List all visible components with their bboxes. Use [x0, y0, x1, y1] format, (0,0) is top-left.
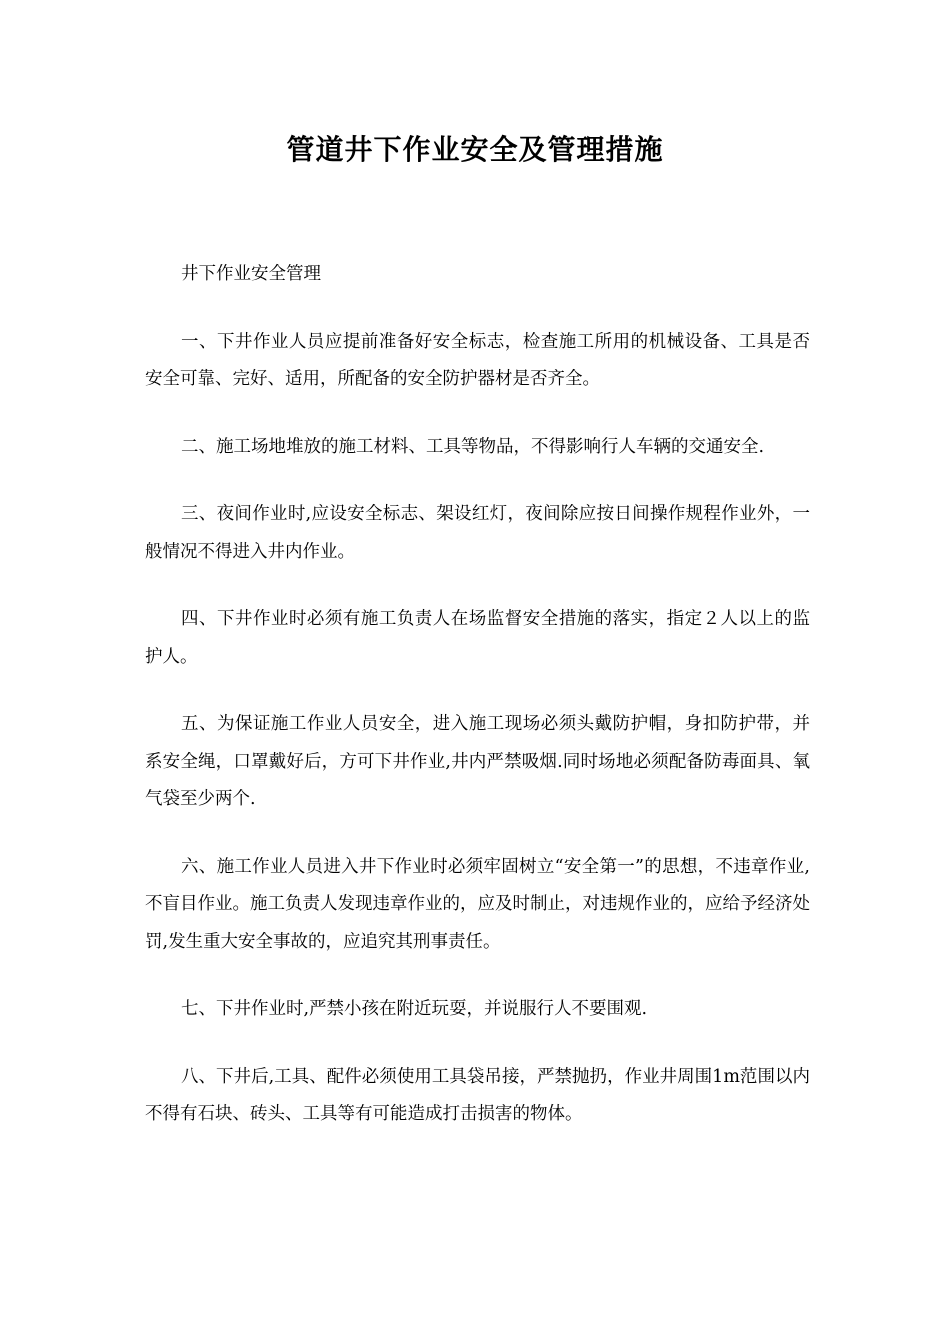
- paragraph-item-6: 六、施工作业人员进入井下作业时必须牢固树立“安全第一”的思想，不违章作业,不盲目作业。施工负责人发现违章作业的，应及时制止，对违规作业的，应给予经济处罚,发生重大安全事故的，应追究其刑事责任。: [145, 856, 810, 952]
- paragraph-item-4: 四、下井作业时必须有施工负责人在场监督安全措施的落实，指定２人以上的监护人。: [145, 609, 810, 667]
- paragraph-item-5: 五、为保证施工作业人员安全，进入施工现场必须头戴防护帽，身扣防护带，并系安全绳，口罩戴好后，方可下井作业,井内严禁吸烟.同时场地必须配备防毒面具、氧气袋至少两个.: [145, 714, 810, 809]
- document-body: [145, 256, 810, 1164]
- paragraph-item-7: 七、下井作业时,严禁小孩在附近玩耍，并说服行人不要围观.: [181, 999, 648, 1019]
- document-title: 管道井下作业安全及管理措施: [286, 133, 664, 166]
- paragraph-item-3: 三、夜间作业时,应设安全标志、架设红灯，夜间除应按日间操作规程作业外，一般情况不得进入井内作业。: [145, 504, 810, 562]
- paragraph-item-1: 一、下井作业人员应提前准备好安全标志，检查施工所用的机械设备、工具是否安全可靠、完好、适用，所配备的安全防护器材是否齐全。: [145, 331, 810, 389]
- section-heading: 井下作业安全管理: [181, 264, 321, 284]
- paragraph-item-8: 八、下井后,工具、配件必须使用工具袋吊接，严禁抛扔，作业井周围1m范围以内不得有石块、砖头、工具等有可能造成打击损害的物体。: [145, 1066, 810, 1124]
- paragraph-item-2: 二、施工场地堆放的施工材料、工具等物品，不得影响行人车辆的交通安全.: [181, 436, 765, 457]
